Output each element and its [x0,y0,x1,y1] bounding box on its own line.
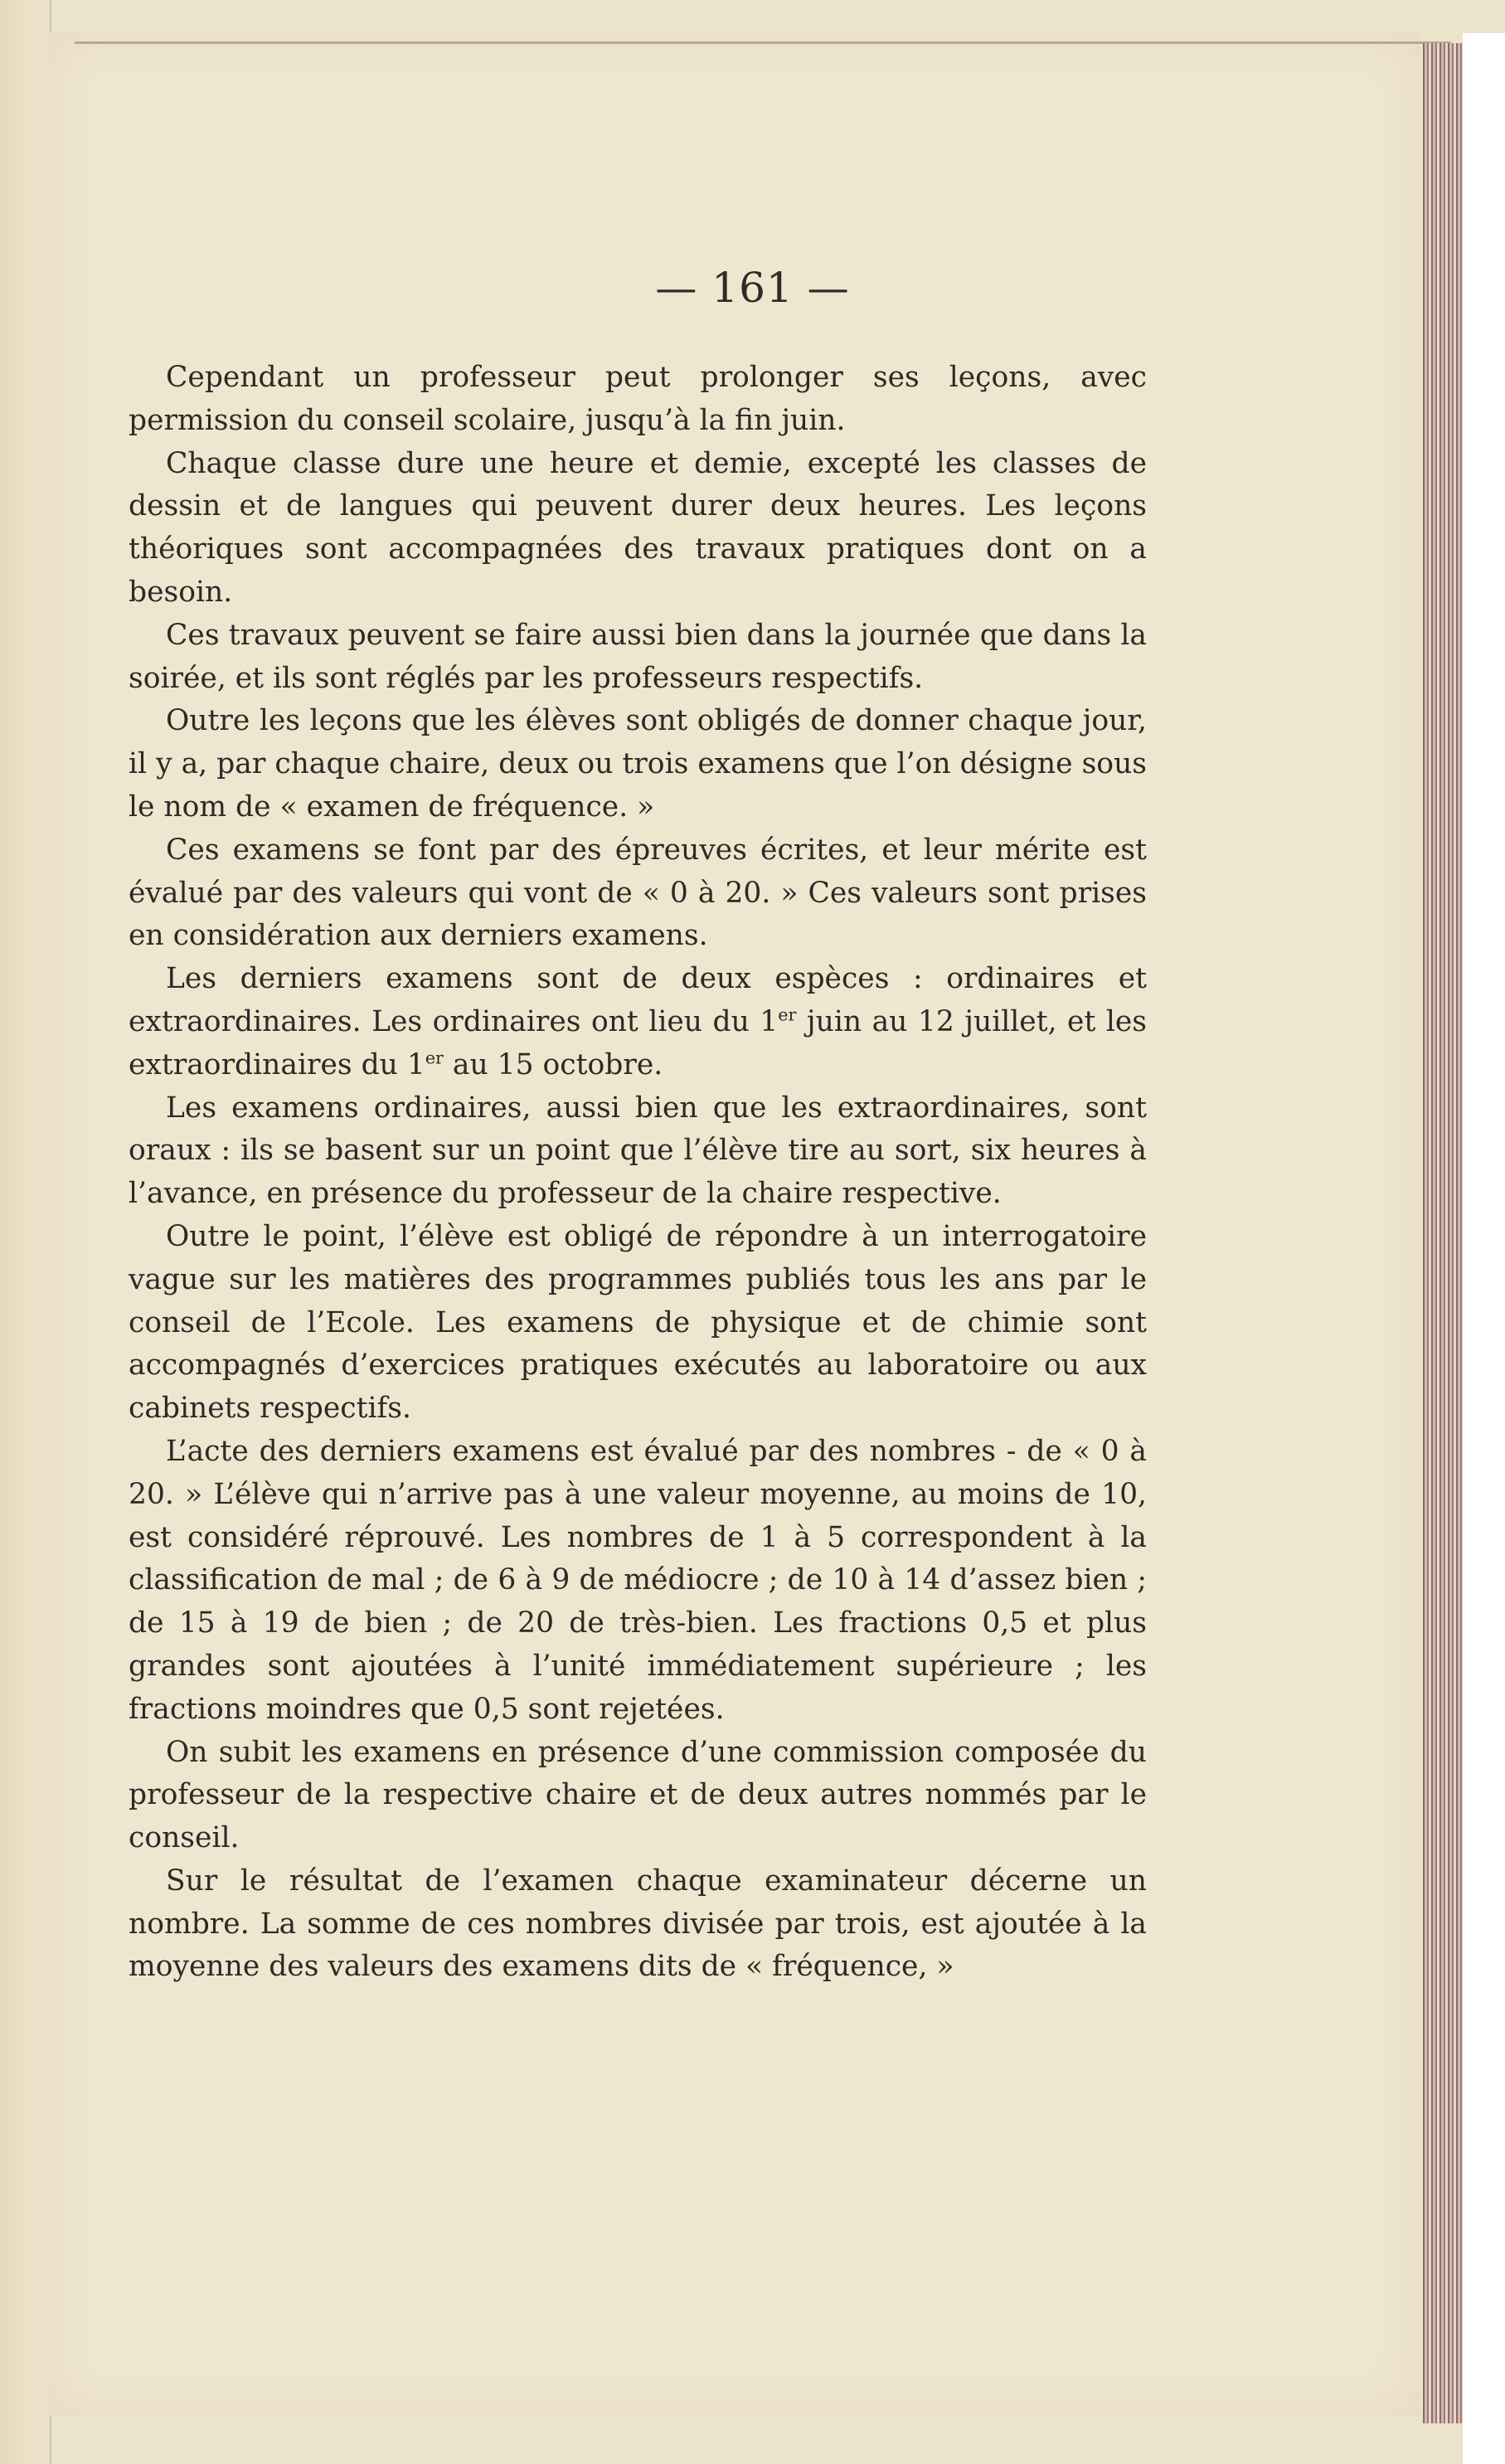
body-text [129,357,1147,1989]
paragraph: L’acte des derniers examens est évalué par des nombres - de « 0 à 20. » L’élève qui n’arrive pas à une valeur moyenne, au moins de 10, est considéré réprouvé. Les nombres de 1 à 5 correspondent à la classification de mal ; de 6 à 9 de médiocre ; de 10 à 14 d’assez bien ; de 15 à 19 de bien ; de 20 de très-bien. Les fractions 0,5 et plus grandes sont ajoutées à l’unité immédiatement supérieure ; les fractions moindres que 0,5 sont rejetées. [129,1434,1147,1726]
text-segment: Les derniers examens sont de deux espèces : ordinaires et extraordinaires. Les ordinaires ont lieu du 1 [129,962,1147,1038]
text-segment: juin au 12 juillet, et les extraordinaires du 1 [129,1004,1147,1081]
paragraph: Chaque classe dure une heure et demie, excepté les classes de dessin et de langues qui peuvent durer deux heures. Les leçons théoriques sont accompagnées des travaux pratiques dont on a besoin. [129,446,1147,609]
paragraph: Cependant un professeur peut prolonger ses leçons, avec permission du conseil scolaire, jusqu’à la fin juin. [129,361,1147,437]
paragraph: Outre le point, l’élève est obligé de répondre à un interrogatoire vague sur les matières des programmes publiés tous les ans par le conseil de l’Ecole. Les examens de physique et de chimie sont accompagnés d’exercices pratiques exécutés au laboratoire ou aux cabinets respectifs. [129,1219,1147,1426]
superscript: er [778,1004,797,1025]
text-segment: au 15 octobre. [443,1047,663,1081]
top-edge-rule [75,41,1451,44]
paragraph: Ces examens se font par des épreuves écrites, et leur mérite est évalué par des valeurs qui vont de « 0 à 20. » Ces valeurs sont prises en considération aux derniers examens. [129,833,1147,953]
paragraph: Outre les leçons que les élèves sont obligés de donner chaque jour, il y a, par chaque chaire, deux ou trois examens que l’on désigne sous le nom de « examen de fréquence. » [129,704,1147,824]
paragraph [129,958,1147,1086]
page-number-header: — 161 — [655,264,850,312]
binding-gutter [0,0,51,2464]
paragraph: Ces travaux peuvent se faire aussi bien dans la journée que dans la soirée, et ils sont réglés par les professeurs respectifs. [129,618,1147,695]
paragraph: Sur le résultat de l’examen chaque examinateur décerne un nombre. La somme de ces nombres divisée par trois, est ajoutée à la moyenne des valeurs des examens dits de « fréquence, » [129,1864,1147,1984]
paragraph: On subit les examens en présence d’une commission composée du professeur de la respective chaire et de deux autres nommés par le conseil. [129,1735,1147,1855]
superscript: er [425,1047,444,1068]
paragraph: Les examens ordinaires, aussi bien que les extraordinaires, sont oraux : ils se basent sur un point que l’élève tire au sort, six heures à l’avance, en présence du professeur de la chaire respective. [129,1091,1147,1211]
page-edges [1423,43,1463,2423]
scan-margin [1463,33,1505,2464]
